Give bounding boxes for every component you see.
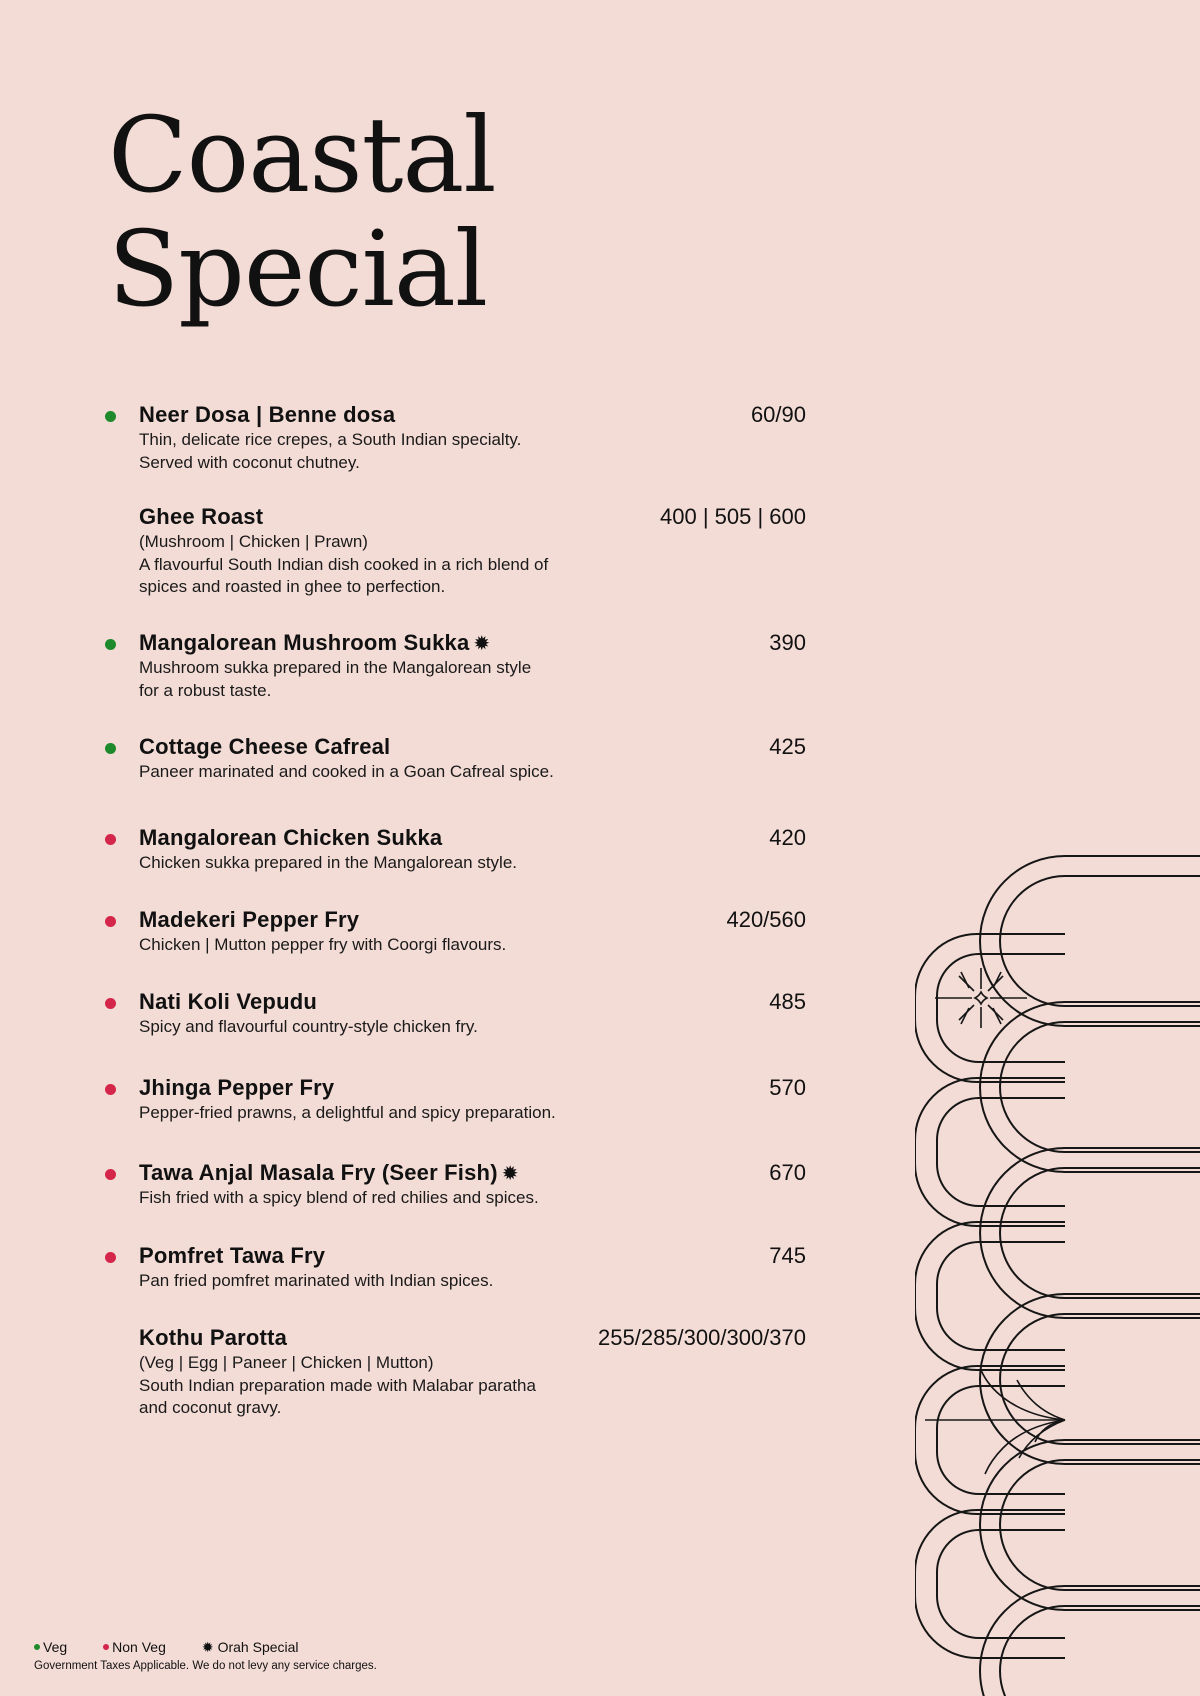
menu-item-name xyxy=(139,1243,325,1269)
menu-item-name-text: Jhinga Pepper Fry xyxy=(139,1075,335,1100)
description-line: Served with coconut chutney. xyxy=(139,452,360,472)
menu-item-description xyxy=(139,1102,659,1125)
legend-special-label: Orah Special xyxy=(217,1639,299,1655)
menu-item-description xyxy=(139,531,659,599)
sparkle-icon: ✹ xyxy=(201,1639,214,1655)
description-line: Fish fried with a spicy blend of red chilies and spices. xyxy=(139,1188,539,1207)
menu-item-price: 390 xyxy=(769,630,806,655)
menu-item-price: 420/560 xyxy=(726,907,806,932)
title-line-2: Special xyxy=(108,208,488,330)
menu-item-description xyxy=(139,657,659,702)
sparkle-icon: ✹ xyxy=(501,1163,519,1185)
description-line: South Indian preparation made with Malabar paratha xyxy=(139,1375,536,1395)
menu-item-name-text: Neer Dosa | Benne dosa xyxy=(139,402,396,427)
veg-dot-icon xyxy=(105,743,116,754)
menu-item-name xyxy=(139,504,263,530)
menu-item-name xyxy=(139,630,490,657)
veg-dot-icon xyxy=(105,411,116,422)
description-line: spices and roasted in ghee to perfection. xyxy=(139,577,446,596)
nonveg-dot-icon xyxy=(103,1644,109,1650)
menu-item-name-text: Kothu Parotta xyxy=(139,1325,288,1350)
menu-item-name-text: Tawa Anjal Masala Fry (Seer Fish) xyxy=(139,1160,498,1185)
arch-column-right xyxy=(980,856,1200,1696)
tax-note: Government Taxes Applicable. We do not levy any service charges. xyxy=(34,1660,377,1672)
menu-item-description xyxy=(139,1016,659,1039)
menu-item-price: 420 xyxy=(769,825,806,850)
footer xyxy=(34,1638,377,1674)
menu-item-description xyxy=(139,429,659,474)
menu-item-price: 60/90 xyxy=(750,402,806,427)
description-line: Chicken | Mutton pepper fry with Coorgi flavours. xyxy=(139,935,507,954)
menu-item-description xyxy=(139,1352,659,1420)
menu-item-price: 485 xyxy=(769,989,806,1014)
description-line: Pepper-fried prawns, a delightful and spicy preparation. xyxy=(139,1103,556,1122)
description-line: and coconut gravy. xyxy=(139,1398,282,1417)
description-line: (Mushroom | Chicken | Prawn) xyxy=(139,532,368,551)
veg-dot-icon xyxy=(105,639,116,650)
menu-item-description xyxy=(139,1187,659,1210)
legend-nonveg-label: Non Veg xyxy=(112,1639,166,1655)
legend xyxy=(34,1638,377,1656)
nonveg-dot-icon xyxy=(105,998,116,1009)
menu-item-name-text: Mangalorean Mushroom Sukka xyxy=(139,630,470,655)
menu-item-name xyxy=(139,825,442,851)
menu-item-name-text: Nati Koli Vepudu xyxy=(139,989,317,1014)
menu-item-price: 425 xyxy=(769,734,806,759)
legend-veg-label: Veg xyxy=(43,1639,68,1655)
menu-item-price: 255/285/300/300/370 xyxy=(598,1325,806,1350)
menu-item-name xyxy=(139,1160,519,1187)
menu-item-name xyxy=(139,1075,334,1101)
menu-item-name-text: Madekeri Pepper Fry xyxy=(139,907,360,932)
nonveg-dot-icon xyxy=(105,916,116,927)
description-line: Thin, delicate rice crepes, a South Indian specialty. xyxy=(139,430,522,449)
menu-item-name xyxy=(139,1325,287,1351)
description-line: A flavourful South Indian dish cooked in a rich blend of xyxy=(139,554,549,574)
description-line: Spicy and flavourful country-style chicken fry. xyxy=(139,1017,478,1036)
menu-item-price: 670 xyxy=(769,1160,806,1185)
nonveg-dot-icon xyxy=(105,1084,116,1095)
sparkle-icon: ✹ xyxy=(473,633,491,655)
legend-special xyxy=(202,1638,299,1656)
menu-item-description xyxy=(139,761,659,784)
menu-item-name xyxy=(139,734,390,760)
menu-item-name-text: Ghee Roast xyxy=(139,504,264,529)
menu-item-price: 400 | 505 | 600 xyxy=(660,504,806,529)
nonveg-dot-icon xyxy=(105,1169,116,1180)
description-line: for a robust taste. xyxy=(139,680,272,700)
description-line: Chicken sukka prepared in the Mangalorean style. xyxy=(139,853,517,872)
menu-item-name xyxy=(139,402,395,428)
menu-item-description xyxy=(139,852,659,875)
menu-item-description xyxy=(139,1270,659,1293)
decorative-arches-pattern xyxy=(915,850,1200,1696)
menu-item-description xyxy=(139,934,659,957)
menu-item-name xyxy=(139,989,317,1015)
menu-item-price: 745 xyxy=(769,1243,806,1268)
nonveg-dot-icon xyxy=(105,1252,116,1263)
nonveg-dot-icon xyxy=(105,834,116,845)
description-line: Mushroom sukka prepared in the Mangalorean style xyxy=(139,658,532,677)
menu-item-price: 570 xyxy=(769,1075,806,1100)
menu-item-name xyxy=(139,907,359,933)
description-line: Paneer marinated and cooked in a Goan Cafreal spice. xyxy=(139,762,554,781)
description-line: (Veg | Egg | Paneer | Chicken | Mutton) xyxy=(139,1353,434,1372)
legend-veg xyxy=(34,1638,67,1656)
legend-nonveg xyxy=(103,1638,166,1656)
description-line: Pan fried pomfret marinated with Indian spices. xyxy=(139,1271,494,1290)
veg-dot-icon xyxy=(34,1644,40,1650)
menu-item-name-text: Pomfret Tawa Fry xyxy=(139,1243,326,1268)
menu-item-name-text: Mangalorean Chicken Sukka xyxy=(139,825,443,850)
menu-item-name-text: Cottage Cheese Cafreal xyxy=(139,734,391,759)
title-line-1: Coastal xyxy=(108,94,496,216)
